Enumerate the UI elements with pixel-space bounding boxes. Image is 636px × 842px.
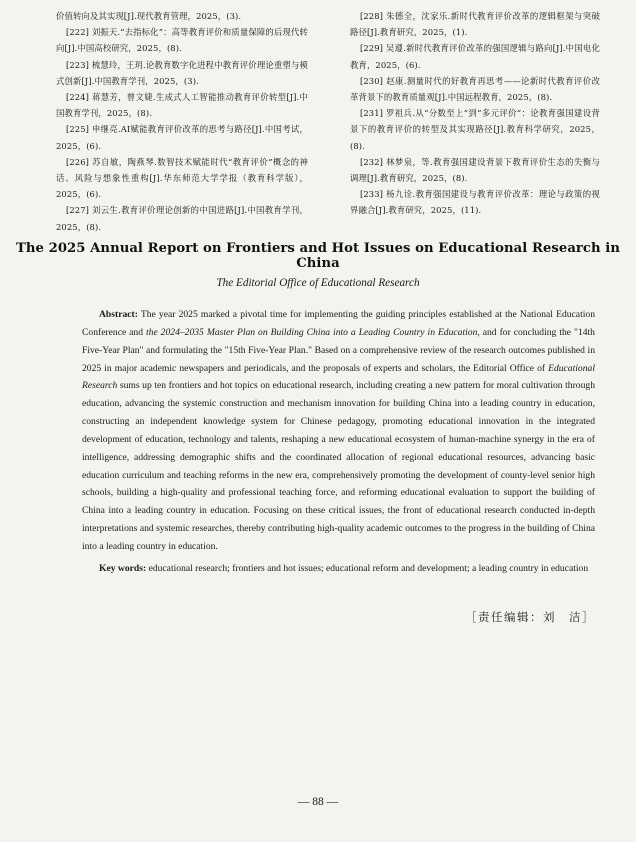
abstract-text: The year 2025 marked a pivotal time for implementing the guiding principles established at the National Education Conference and [82,309,595,338]
abstract [82,306,595,556]
page-number: — 88 — [297,796,339,808]
editor-note: ［责任编辑：刘 洁］ [465,610,595,624]
reference-entry: [226] 苏自敏，陶燕琴.数智技术赋能时代“教育评价”概念的神话、风险与想象性重构[J].华东师范大学学报（教育科学版），2025，(6). [56,156,308,200]
reference-column-right [350,8,600,235]
article-author: The Editorial Office of Educational Research [216,277,420,289]
reference-entry: [225] 申继亮.AI赋能教育评价改革的思考与路径[J].中国考试，2025，(6). [56,124,308,151]
reference-entry: [222] 刘振天.“去指标化”：高等教育评价和质量保障的后现代转向[J].中国高校研究，2025，(8). [56,27,308,54]
reference-list [56,8,600,235]
reference-entry: 价值转向及其实现[J].现代教育管理，2025，(3). [56,11,242,21]
abstract-journal-name: Educational Research [82,362,595,392]
keywords-label: Key words: [99,563,147,574]
reference-entry: [224] 蒋慧芳，曾文婕.生成式人工智能推动教育评价转型[J].中国教育学刊，2025，(8). [56,92,308,119]
reference-entry: [228] 朱德全，沈家乐.新时代教育评价改革的逻辑框架与突破路径[J].教育研究，2025，(1). [350,11,600,38]
article-title: The 2025 Annual Report on Frontiers and Hot Issues on Educational Research in China [16,241,620,271]
reference-entry: [229] 吴遵.新时代教育评价改革的强国逻辑与路向[J].中国电化教育，2025，(6). [350,43,600,70]
reference-entry: [230] 赵康.测量时代的好教育再思考——论新时代教育评价改革背景下的教育质量观[J].中国远程教育，2025，(8). [350,75,600,103]
abstract-text: sums up ten frontiers and hot topics on educational research, including creating a new pattern for moral cultivation through education, advancing the systemic construction and mechanism innovation for building China into a leading country in education, constructing an independent knowledge system for Chinese pedagogy, promoting educational innovation in the integrated development of education, technology and talents, reshaping a new educational ecosystem of human-machine synergy in the era of intelligence, addressing demographic shifts and the coordinated allocation of regional educational resources, advancing basic education curriculum and teaching reforms in the new era, comprehensively promoting the development of county-level senior high schools, building a high-quality and professional teaching force, and reforming educational evaluation to support the building of China into a leading country in education. Focusing on these critical issues, the front of educational research conducted in-depth interpretations and systemic researches, thereby contributing high-quality academic outcomes to the progress in the building of China into a leading country in education. [82,380,595,552]
reference-entry: [232] 林梦泉，等.教育强国建设背景下教育评价生态的失衡与调理[J].教育研究，2025，(8). [350,156,600,184]
keywords [82,560,595,578]
reference-entry: [233] 杨九诠.教育强国建设与教育评价改革：理论与政策的视界融合[J].教育研究，2025，(11). [350,189,600,216]
reference-entry: [223] 梳慧玲，王玥.论教育数字化进程中教育评价理论重塑与模式创新[J].中国教育学刊，2025，(3). [56,59,308,86]
abstract-text: , and for concluding the "14th Five-Year Plan" and formulating the "15th Five-Year Plan." Based on a comprehensive review of the research outcomes published in 2025 in major academic newspapers and periodicals, and the proposals of experts and scholars, the Editorial Office of [82,326,595,374]
reference-entry: [231] 罗祖兵.从“分数至上”到“多元评价”：论教育强国建设背景下的教育评价的转型及其实现路径[J].教育科学研究，2025，(8). [350,108,600,151]
reference-entry: [227] 刘云生.教育评价理论创新的中国进路[J].中国教育学刊，2025，(8). [56,205,308,232]
reference-column-left [56,8,308,235]
abstract-label: Abstract: [99,309,138,320]
abstract-plan-title: the 2024–2035 Master Plan on Building China into a Leading Country in Education [146,326,478,338]
keywords-text: educational research; frontiers and hot issues; educational reform and development; a leading country in education [146,563,589,574]
